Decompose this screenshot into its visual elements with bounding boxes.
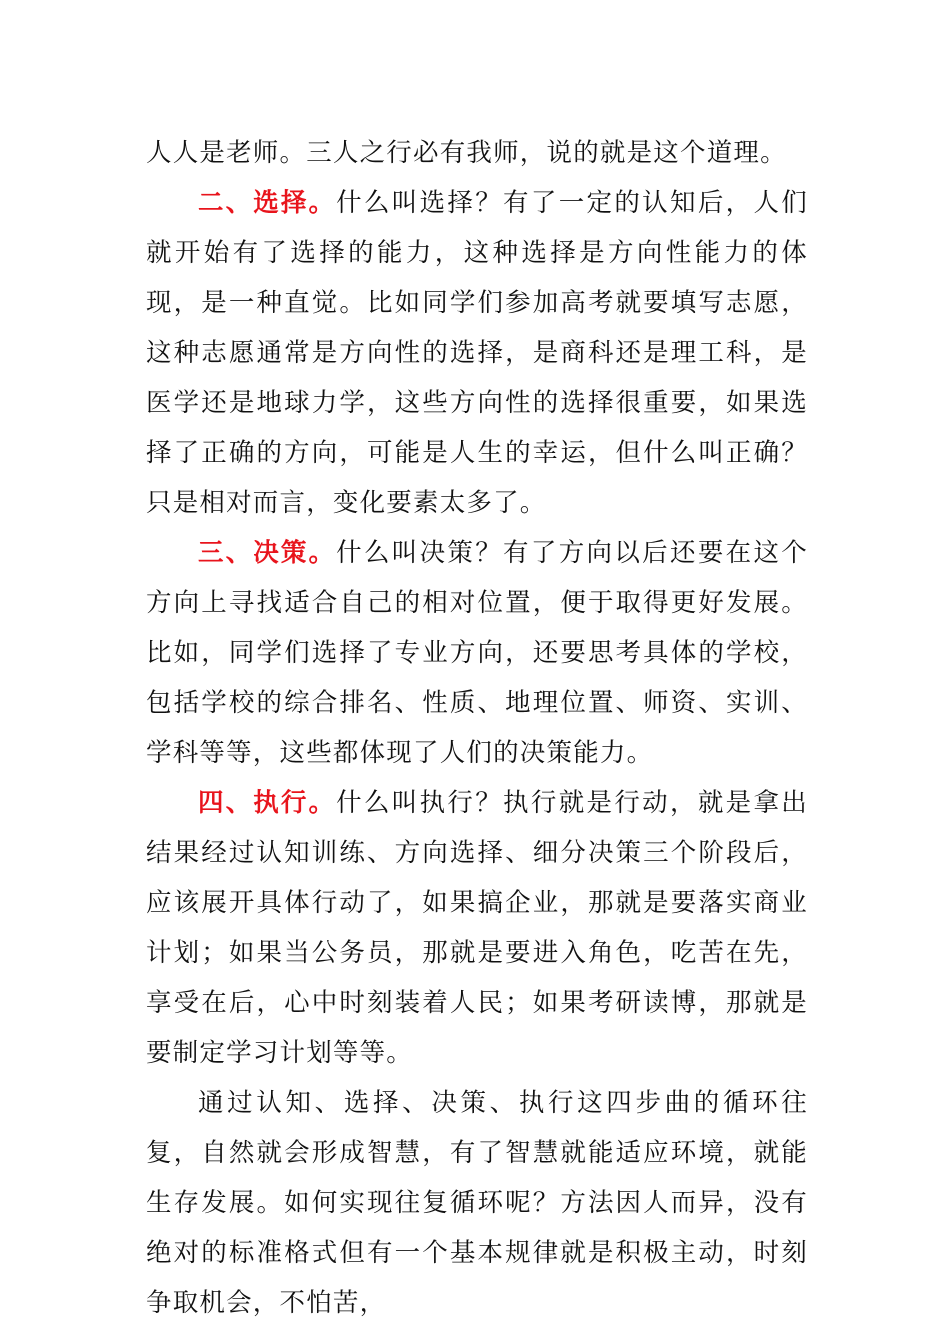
- paragraph-selection: [146, 178, 808, 528]
- paragraph-text: 通过认知、选择、决策、执行这四步曲的循环往复，自然就会形成智慧，有了智慧就能适应环境，就能生存发展。如何实现往复循环呢？方法因人而异，没有绝对的标准格式但有一个基本规律就是积极主动，时刻争取机会，不怕苦，: [146, 1088, 808, 1318]
- document-body: [146, 128, 808, 1328]
- paragraph-text: 什么叫选择？有了一定的认知后，人们就开始有了选择的能力，这种选择是方向性能力的体现，是一种直觉。比如同学们参加高考就要填写志愿，这种志愿通常是方向性的选择，是商科还是理工科，是医学还是地球力学，这些方向性的选择很重要，如果选择了正确的方向，可能是人生的幸运，但什么叫正确？只是相对而言，变化要素太多了。: [146, 188, 808, 518]
- paragraph-summary: [146, 1078, 808, 1328]
- section-heading-selection: 二、选择。: [198, 188, 337, 218]
- paragraph-execution: [146, 778, 808, 1078]
- section-heading-decision: 三、决策。: [198, 538, 337, 568]
- section-heading-execution: 四、执行。: [198, 788, 337, 818]
- paragraph-decision: [146, 528, 808, 778]
- paragraph-continuation: [146, 128, 808, 178]
- paragraph-text: 什么叫执行？执行就是行动，就是拿出结果经过认知训练、方向选择、细分决策三个阶段后，应该展开具体行动了，如果搞企业，那就是要落实商业计划；如果当公务员，那就是要进入角色，吃苦在先，享受在后，心中时刻装着人民；如果考研读博，那就是要制定学习计划等等。: [146, 788, 808, 1068]
- paragraph-text: 什么叫决策？有了方向以后还要在这个方向上寻找适合自己的相对位置，便于取得更好发展。比如，同学们选择了专业方向，还要思考具体的学校，包括学校的综合排名、性质、地理位置、师资、实训、学科等等，这些都体现了人们的决策能力。: [146, 538, 808, 768]
- paragraph-text: 人人是老师。三人之行必有我师，说的就是这个道理。: [146, 138, 787, 168]
